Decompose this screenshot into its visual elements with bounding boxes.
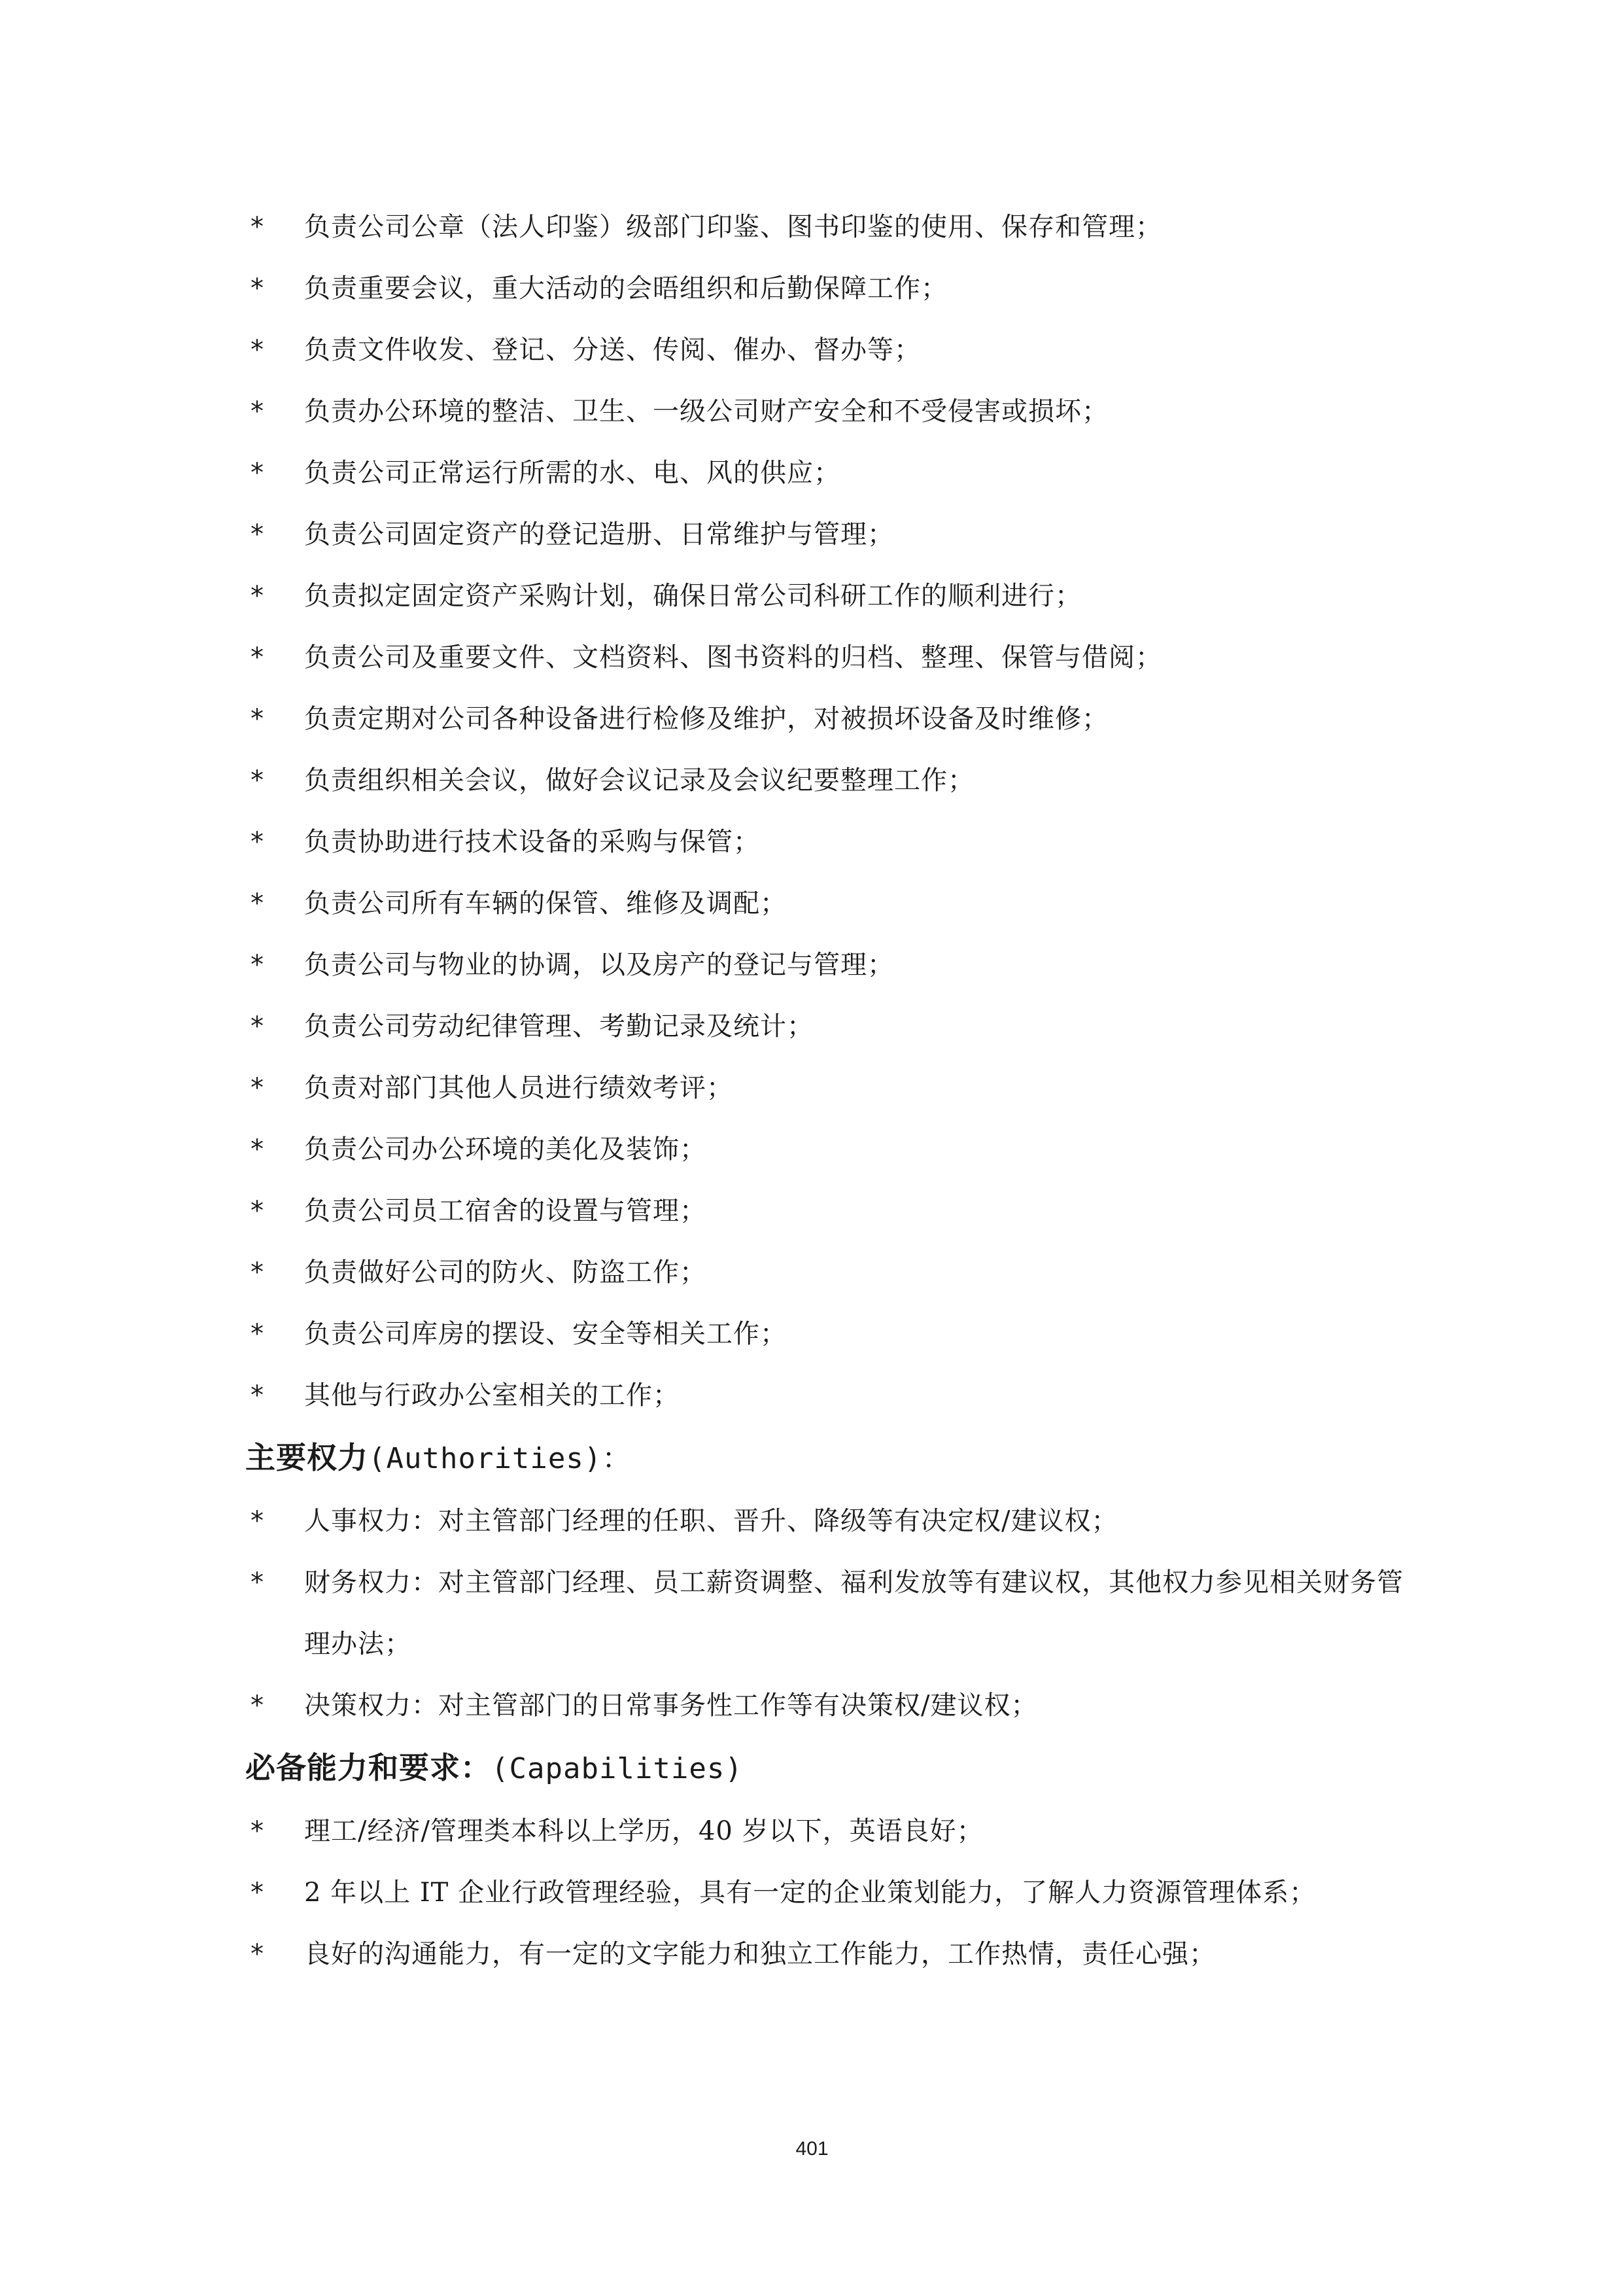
- duty-text: 负责公司公章（法人印鉴）级部门印鉴、图书印鉴的使用、保存和管理；: [304, 212, 1162, 242]
- page-number: 401: [795, 2138, 829, 2160]
- authorities-list: [245, 1490, 1409, 1736]
- bullet-star-icon: *: [249, 1691, 266, 1721]
- bullet-star-icon: *: [249, 1939, 266, 1969]
- authority-text: 决策权力：对主管部门的日常事务性工作等有决策权/建议权；: [304, 1691, 1038, 1721]
- bullet-star-icon: *: [249, 1816, 266, 1846]
- list-item: [245, 1365, 1409, 1426]
- list-item: [245, 442, 1409, 504]
- page-content: [245, 196, 1409, 1985]
- duty-text: 负责协助进行技术设备的采购与保管；: [304, 827, 760, 857]
- list-item: [245, 1057, 1409, 1119]
- bullet-star-icon: *: [249, 458, 266, 488]
- duty-text: 负责定期对公司各种设备进行检修及维护，对被损坏设备及时维修；: [304, 704, 1109, 734]
- list-item: [245, 565, 1409, 627]
- bullet-star-icon: *: [249, 888, 266, 919]
- list-item: [245, 1675, 1409, 1736]
- duty-text: 负责公司办公环境的美化及装饰；: [304, 1134, 706, 1165]
- duty-text: 负责公司所有车辆的保管、维修及调配；: [304, 888, 787, 919]
- bullet-star-icon: *: [249, 1568, 266, 1598]
- capability-text: 理工/经济/管理类本科以上学历，40 岁以下，英语良好；: [304, 1816, 984, 1846]
- capability-text: 2 年以上 IT 企业行政管理经验，具有一定的企业策划能力，了解人力资源管理体系；: [304, 1878, 1317, 1908]
- list-item: [245, 1119, 1409, 1180]
- bullet-star-icon: *: [249, 1134, 266, 1165]
- duty-text: 负责公司与物业的协调，以及房产的登记与管理；: [304, 950, 894, 980]
- list-item: [245, 811, 1409, 873]
- list-item: [245, 1303, 1409, 1365]
- bullet-star-icon: *: [249, 950, 266, 980]
- bullet-star-icon: *: [249, 642, 266, 673]
- duty-text: 负责做好公司的防火、防盗工作；: [304, 1257, 706, 1288]
- capabilities-heading-cn: 必备能力和要求：: [245, 1750, 491, 1785]
- list-item: [245, 996, 1409, 1057]
- list-item: [245, 934, 1409, 996]
- duty-text: 负责拟定固定资产采购计划，确保日常公司科研工作的顺利进行；: [304, 581, 1082, 611]
- list-item: [245, 627, 1409, 688]
- bullet-star-icon: *: [249, 827, 266, 857]
- bullet-star-icon: *: [249, 581, 266, 611]
- bullet-star-icon: *: [249, 1380, 266, 1410]
- bullet-star-icon: *: [249, 396, 266, 427]
- list-item: [245, 196, 1409, 258]
- duty-text: 其他与行政办公室相关的工作；: [304, 1380, 680, 1410]
- bullet-star-icon: *: [249, 1011, 266, 1042]
- authority-text: 人事权力：对主管部门经理的任职、晋升、降级等有决定权/建议权；: [304, 1506, 1118, 1536]
- capability-text: 良好的沟通能力，有一定的文字能力和独立工作能力，工作热情，责任心强；: [304, 1939, 1216, 1969]
- list-item: [245, 873, 1409, 934]
- capabilities-list: [245, 1800, 1409, 1985]
- duty-text: 负责重要会议，重大活动的会晤组织和后勤保障工作；: [304, 273, 948, 304]
- authorities-heading-en: (Authorities)：: [368, 1442, 632, 1475]
- duty-text: 负责公司正常运行所需的水、电、风的供应；: [304, 458, 840, 488]
- bullet-star-icon: *: [249, 273, 266, 304]
- list-item: [245, 750, 1409, 811]
- list-item: [245, 319, 1409, 381]
- bullet-star-icon: *: [249, 1319, 266, 1349]
- bullet-star-icon: *: [249, 335, 266, 365]
- duty-text: 负责公司劳动纪律管理、考勤记录及统计；: [304, 1011, 814, 1042]
- bullet-star-icon: *: [249, 519, 266, 550]
- list-item: [245, 1552, 1409, 1675]
- duty-text: 负责组织相关会议，做好会议记录及会议纪要整理工作；: [304, 765, 975, 796]
- duties-list: [245, 196, 1409, 1426]
- bullet-star-icon: *: [249, 704, 266, 734]
- list-item: [245, 688, 1409, 750]
- authorities-heading-cn: 主要权力: [245, 1440, 368, 1475]
- list-item: [245, 381, 1409, 442]
- capabilities-heading: [245, 1736, 1409, 1800]
- list-item: [245, 258, 1409, 319]
- duty-text: 负责公司及重要文件、文档资料、图书资料的归档、整理、保管与借阅；: [304, 642, 1162, 673]
- capabilities-heading-en: (Capabilities): [491, 1752, 743, 1785]
- list-item: [245, 504, 1409, 565]
- list-item: [245, 1242, 1409, 1303]
- bullet-star-icon: *: [249, 1878, 266, 1908]
- duty-text: 负责公司库房的摆设、安全等相关工作；: [304, 1319, 787, 1349]
- bullet-star-icon: *: [249, 1257, 266, 1288]
- bullet-star-icon: *: [249, 1196, 266, 1226]
- list-item: [245, 1862, 1409, 1923]
- bullet-star-icon: *: [249, 1073, 266, 1103]
- authority-text: 财务权力：对主管部门经理、员工薪资调整、福利发放等有建议权，其他权力参见相关财务管理办法；: [304, 1568, 1404, 1659]
- duty-text: 负责公司员工宿舍的设置与管理；: [304, 1196, 706, 1226]
- bullet-star-icon: *: [249, 765, 266, 796]
- list-item: [245, 1180, 1409, 1242]
- list-item: [245, 1923, 1409, 1985]
- duty-text: 负责公司固定资产的登记造册、日常维护与管理；: [304, 519, 894, 550]
- duty-text: 负责对部门其他人员进行绩效考评；: [304, 1073, 733, 1103]
- authorities-heading: [245, 1426, 1409, 1490]
- list-item: [245, 1800, 1409, 1862]
- duty-text: 负责办公环境的整洁、卫生、一级公司财产安全和不受侵害或损坏；: [304, 396, 1109, 427]
- list-item: [245, 1490, 1409, 1552]
- bullet-star-icon: *: [249, 212, 266, 242]
- duty-text: 负责文件收发、登记、分送、传阅、催办、督办等；: [304, 335, 921, 365]
- bullet-star-icon: *: [249, 1506, 266, 1536]
